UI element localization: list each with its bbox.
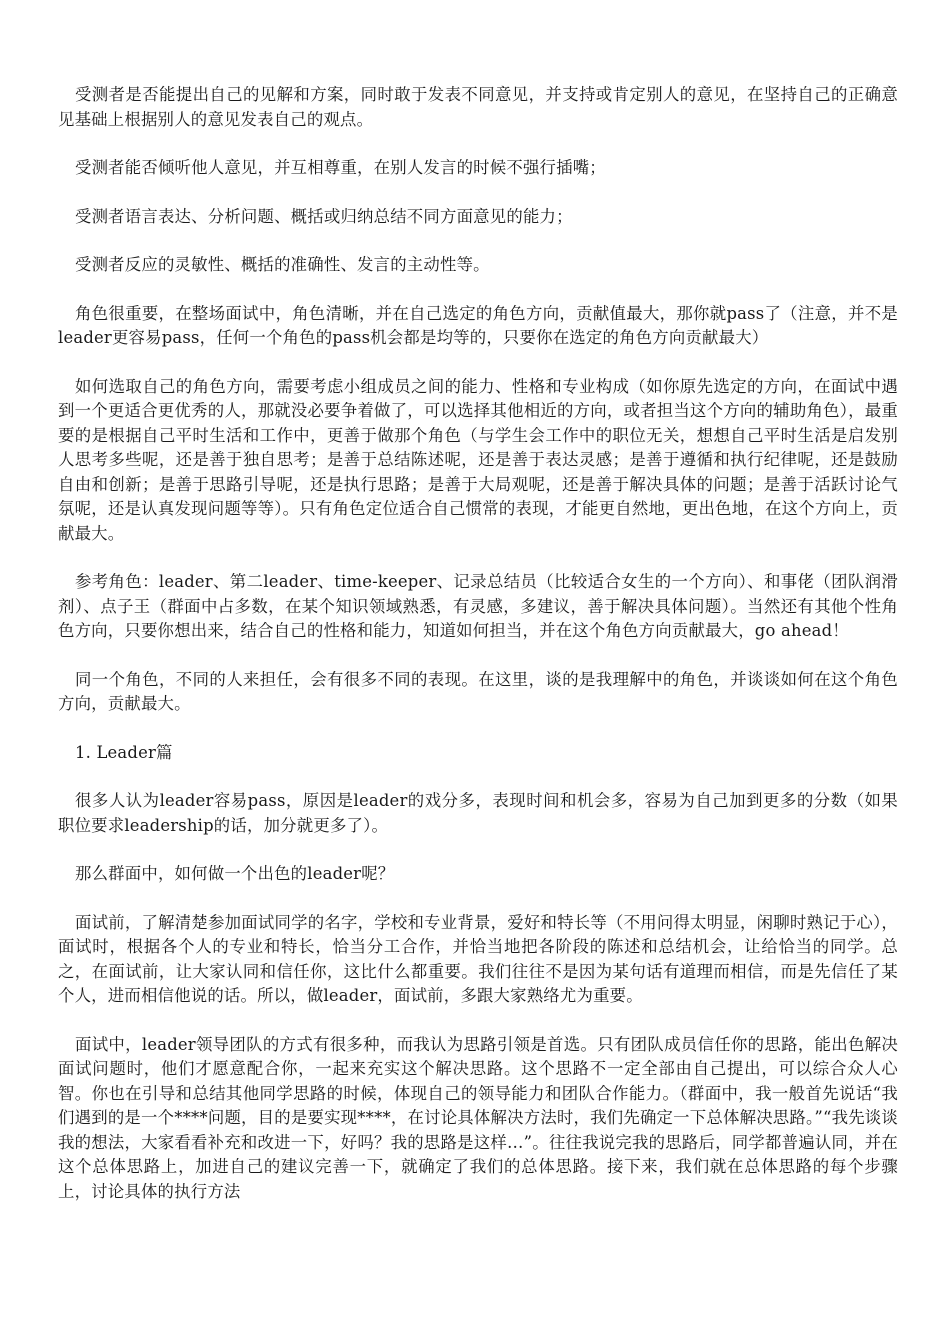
- paragraph: 受测者语言表达、分析问题、概括或归纳总结不同方面意见的能力；: [75, 206, 573, 226]
- paragraph: 受测者能否倾听他人意见，并互相尊重，在别人发言的时候不强行插嘴；: [75, 158, 606, 177]
- paragraph: 面试中，leader领导团队的方式有很多种，而我认为思路引领是首选。只有团队成员信任你的思路，能出色解决面试问题时，他们才愿意配合你，一起来充实这个解决思路。这个思路不一定全部由自己提出，可以综合众人心智。你也在引导和总结其他同学思路的时候，体现自己的领导能力和团队合作能力。（群面中，我一般首先说话“我们遇到的是一个****问题，目的是要实现****，在讨论具体解决方法时，我们先确定一下总体解决思路。”“我先谈谈我的想法，大家看看补充和改进一下，好吗？我的思路是这样…”。往往我说完我的思路后，同学都普遍认同，并在这个总体思路上，加进自己的建议完善一下，就确定了我们的总体思路。接下来，我们就在总体思路的每个步骤上，讨论具体的执行方法: [58, 1034, 898, 1201]
- paragraph: 同一个角色，不同的人来担任，会有很多不同的表现。在这里，谈的是我理解中的角色，并谈谈如何在这个角色方向，贡献最大。: [58, 669, 898, 713]
- paragraph: 参考角色：leader、第二leader、time-keeper、记录总结员（比较适合女生的一个方向）、和事佬（团队润滑剂）、点子王（群面中占多数，在某个知识领域熟悉，有灵感，多建议，善于解决具体问题）。当然还有其他个性角色方向，只要你想出来，结合自己的性格和能力，知道如何担当，并在这个角色方向贡献最大，go ahead！: [58, 572, 898, 640]
- paragraph: 受测者反应的灵敏性、概括的准确性、发言的主动性等。: [75, 255, 490, 274]
- document-body: [58, 83, 898, 1229]
- paragraph: 面试前，了解清楚参加面试同学的名字，学校和专业背景，爱好和特长等（不用问得太明显，闲聊时熟记于心），面试时，根据各个人的专业和特长，恰当分工合作，并恰当地把各阶段的陈述和总结机会，让给恰当的同学。总之，在面试前，让大家认同和信任你，这比什么都重要。我们往往不是因为某句话有道理而相信，而是先信任了某个人，进而相信他说的话。所以，做leader，面试前，多跟大家熟络尤为重要。: [58, 912, 898, 1005]
- paragraph: 角色很重要，在整场面试中，角色清晰，并在自己选定的角色方向，贡献值最大，那你就pass了（注意，并不是leader更容易pass，任何一个角色的pass机会都是均等的，只要你在选定的角色方向贡献最大）: [58, 303, 898, 347]
- paragraph: 如何选取自己的角色方向，需要考虑小组成员之间的能力、性格和专业构成（如你原先选定的方向，在面试中遇到一个更适合更优秀的人，那就没必要争着做了，可以选择其他相近的方向，或者担当这个方向的辅助角色），最重要的是根据自己平时生活和工作中，更善于做那个角色（与学生会工作中的职位无关，想想自己平时生活是启发别人思考多些呢，还是善于独自思考；是善于总结陈述呢，还是善于表达灵感；是善于遵循和执行纪律呢，还是鼓励自由和创新；是善于思路引导呢，还是执行思路；是善于大局观呢，还是善于解决具体的问题；是善于活跃讨论气氛呢，还是认真发现问题等等）。只有角色定位适合自己惯常的表现，才能更自然地，更出色地，在这个方向上，贡献最大。: [58, 376, 898, 543]
- paragraph: 那么群面中，如何做一个出色的leader呢？: [75, 864, 395, 883]
- paragraph: 很多人认为leader容易pass，原因是leader的戏分多，表现时间和机会多，容易为自己加到更多的分数（如果职位要求leadership的话，加分就更多了）。: [58, 791, 898, 835]
- paragraph: 受测者是否能提出自己的见解和方案，同时敢于发表不同意见，并支持或肯定别人的意见，在坚持自己的正确意见基础上根据别人的意见发表自己的观点。: [58, 85, 898, 129]
- section-heading: 1. Leader篇: [75, 742, 173, 762]
